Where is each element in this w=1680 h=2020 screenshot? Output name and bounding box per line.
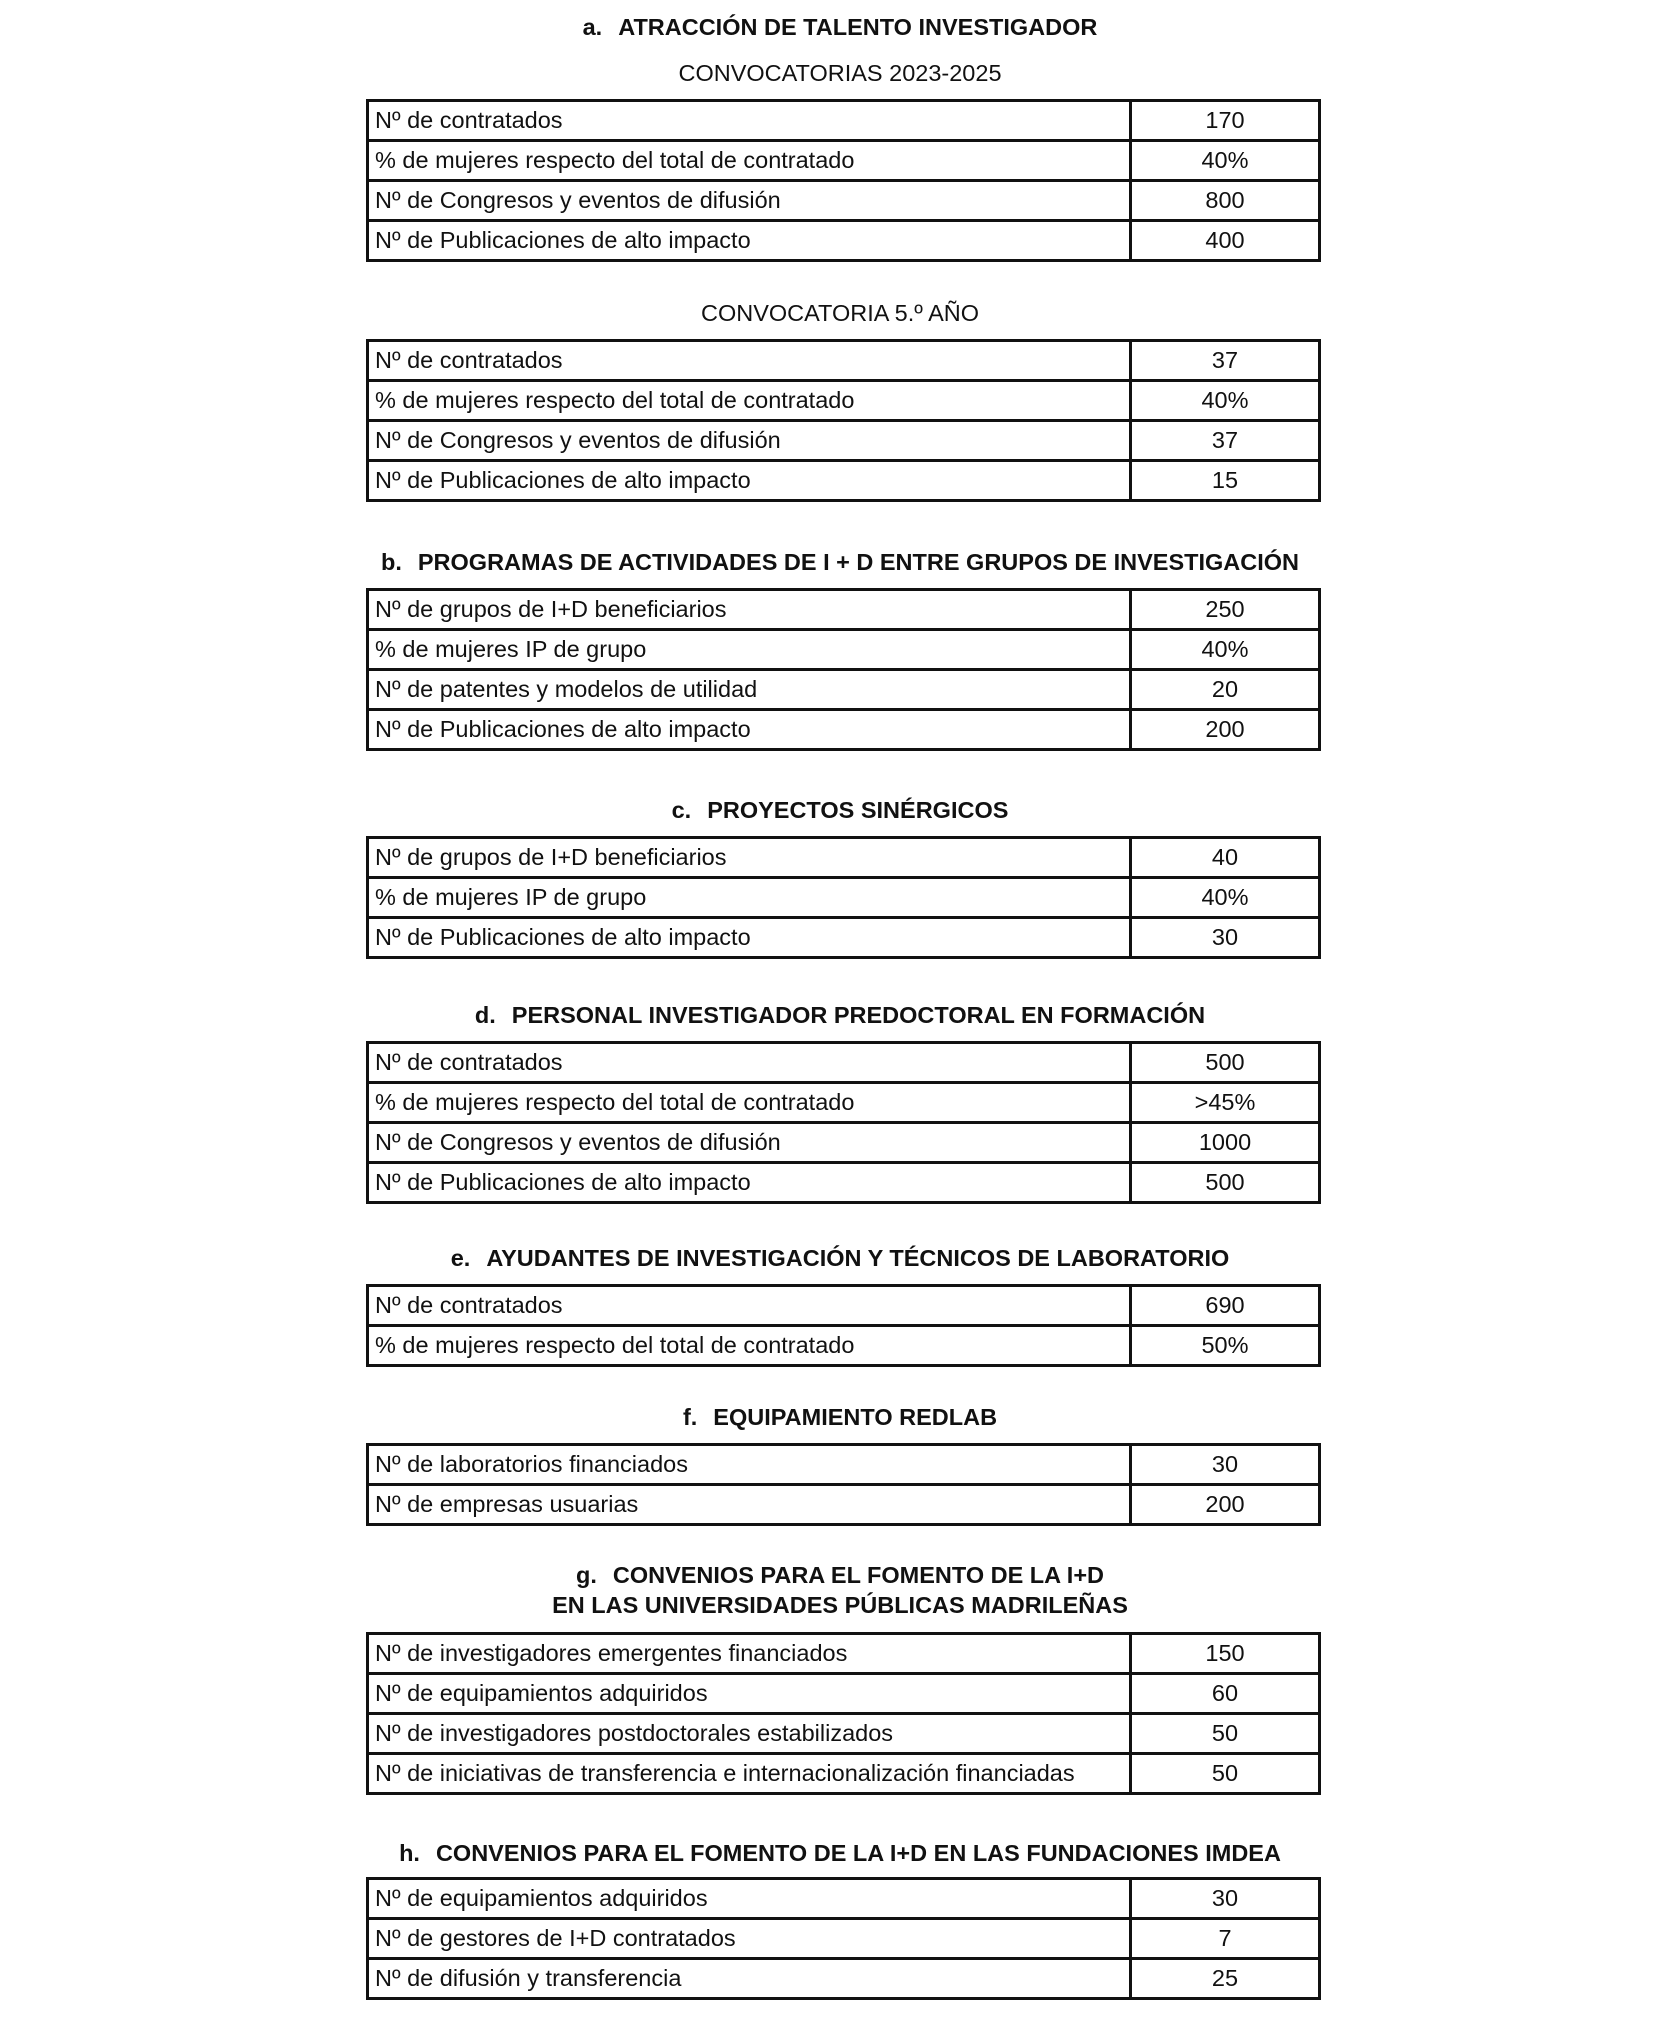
row-label: Nº de empresas usuarias [368,1485,1131,1525]
row-label: % de mujeres respecto del total de contratado [368,381,1131,421]
section-title: PROYECTOS SINÉRGICOS [707,797,1009,823]
section-g-table [366,1632,1321,1795]
row-value: 37 [1131,341,1320,381]
row-label: Nº de investigadores emergentes financiados [368,1634,1131,1674]
row-value: 40% [1131,878,1320,918]
table-row [368,461,1320,501]
row-label: % de mujeres IP de grupo [368,878,1131,918]
table-row [368,341,1320,381]
section-b-heading [0,547,1680,577]
section-d-table [366,1041,1321,1204]
row-value: 7 [1131,1919,1320,1959]
row-label: Nº de grupos de I+D beneficiarios [368,838,1131,878]
row-value: 50 [1131,1714,1320,1754]
table-row [368,141,1320,181]
section-h-heading [0,1838,1680,1868]
row-value: 50% [1131,1326,1320,1366]
section-letter: f. [682,1404,698,1430]
row-value: 400 [1131,221,1320,261]
section-f-table [366,1443,1321,1526]
row-label: Nº de contratados [368,1043,1131,1083]
row-value: 40% [1131,381,1320,421]
section-letter: d. [474,1002,496,1028]
row-label: % de mujeres respecto del total de contratado [368,1326,1131,1366]
row-label: Nº de Publicaciones de alto impacto [368,1163,1131,1203]
section-a-table-1 [366,99,1321,262]
row-label: Nº de Congresos y eventos de difusión [368,421,1131,461]
table-row [368,1634,1320,1674]
row-value: >45% [1131,1083,1320,1123]
table-row [368,1326,1320,1366]
row-value: 250 [1131,590,1320,630]
row-label: Nº de difusión y transferencia [368,1959,1131,1999]
row-label: Nº de Publicaciones de alto impacto [368,710,1131,750]
row-label: Nº de equipamientos adquiridos [368,1879,1131,1919]
row-value: 30 [1131,1879,1320,1919]
row-label: Nº de contratados [368,1286,1131,1326]
row-label: Nº de Publicaciones de alto impacto [368,461,1131,501]
section-letter: e. [450,1245,471,1271]
row-label: Nº de contratados [368,101,1131,141]
section-title-line-2: EN LAS UNIVERSIDADES PÚBLICAS MADRILEÑAS [552,1592,1128,1618]
row-label: Nº de investigadores postdoctorales estabilizados [368,1714,1131,1754]
section-letter: g. [575,1562,597,1588]
row-value: 200 [1131,710,1320,750]
table-row [368,1754,1320,1794]
row-label: Nº de patentes y modelos de utilidad [368,670,1131,710]
row-value: 500 [1131,1163,1320,1203]
section-b-table [366,588,1321,751]
table-row [368,101,1320,141]
row-label: Nº de grupos de I+D beneficiarios [368,590,1131,630]
row-label: Nº de Publicaciones de alto impacto [368,221,1131,261]
section-c-heading [0,795,1680,825]
row-value: 30 [1131,918,1320,958]
section-letter: a. [582,14,603,40]
row-label: Nº de Congresos y eventos de difusión [368,181,1131,221]
row-value: 37 [1131,421,1320,461]
row-value: 170 [1131,101,1320,141]
section-title: CONVENIOS PARA EL FOMENTO DE LA I+D EN LAS FUNDACIONES IMDEA [435,1840,1281,1866]
section-title: PROGRAMAS DE ACTIVIDADES DE I + D ENTRE GRUPOS DE INVESTIGACIÓN [417,549,1300,575]
convocatoria-5-ano-caption: CONVOCATORIA 5.º AÑO [700,300,980,326]
row-value: 40% [1131,630,1320,670]
table-row [368,1286,1320,1326]
section-g-heading [0,1560,1680,1620]
convocatorias-2023-2025-caption: CONVOCATORIAS 2023-2025 [678,60,1002,86]
section-title: EQUIPAMIENTO REDLAB [713,1404,998,1430]
table-row [368,1959,1320,1999]
section-c-table [366,836,1321,959]
section-title: PERSONAL INVESTIGADOR PREDOCTORAL EN FORMACIÓN [511,1002,1206,1028]
row-value: 25 [1131,1959,1320,1999]
row-value: 690 [1131,1286,1320,1326]
row-value: 50 [1131,1754,1320,1794]
table-row [368,1083,1320,1123]
table-row [368,670,1320,710]
table-row [368,1485,1320,1525]
row-value: 60 [1131,1674,1320,1714]
table-row [368,710,1320,750]
table-row [368,918,1320,958]
row-label: % de mujeres IP de grupo [368,630,1131,670]
row-value: 200 [1131,1485,1320,1525]
table-row [368,1445,1320,1485]
table-row [368,421,1320,461]
row-value: 40 [1131,838,1320,878]
section-title: AYUDANTES DE INVESTIGACIÓN Y TÉCNICOS DE LABORATORIO [486,1245,1230,1271]
table-row [368,838,1320,878]
table-row [368,1919,1320,1959]
table-row [368,878,1320,918]
section-letter: c. [671,797,692,823]
row-value: 20 [1131,670,1320,710]
table-row [368,1879,1320,1919]
section-h-table [366,1877,1321,2000]
row-label: Nº de laboratorios financiados [368,1445,1131,1485]
table-row [368,1674,1320,1714]
row-label: Nº de contratados [368,341,1131,381]
row-value: 15 [1131,461,1320,501]
table-row [368,1163,1320,1203]
row-value: 30 [1131,1445,1320,1485]
section-d-heading [0,1000,1680,1030]
table-row [368,181,1320,221]
row-value: 800 [1131,181,1320,221]
section-letter: b. [380,549,402,575]
table-row [368,590,1320,630]
row-label: Nº de equipamientos adquiridos [368,1674,1131,1714]
section-title: CONVENIOS PARA EL FOMENTO DE LA I+D [612,1562,1105,1588]
section-e-table [366,1284,1321,1367]
section-letter: h. [399,1840,420,1866]
section-a-table-2 [366,339,1321,502]
row-label: Nº de Publicaciones de alto impacto [368,918,1131,958]
row-value: 150 [1131,1634,1320,1674]
row-value: 500 [1131,1043,1320,1083]
row-label: % de mujeres respecto del total de contratado [368,1083,1131,1123]
section-a-heading [0,12,1680,42]
section-e-heading [0,1243,1680,1273]
row-label: Nº de iniciativas de transferencia e internacionalización financiadas [368,1754,1131,1794]
row-label: % de mujeres respecto del total de contratado [368,141,1131,181]
section-f-heading [0,1402,1680,1432]
table-row [368,381,1320,421]
row-label: Nº de gestores de I+D contratados [368,1919,1131,1959]
table-row [368,630,1320,670]
row-label: Nº de Congresos y eventos de difusión [368,1123,1131,1163]
table-row [368,1714,1320,1754]
section-title: ATRACCIÓN DE TALENTO INVESTIGADOR [618,14,1098,40]
table-row [368,221,1320,261]
row-value: 1000 [1131,1123,1320,1163]
table-row [368,1123,1320,1163]
table-row [368,1043,1320,1083]
row-value: 40% [1131,141,1320,181]
